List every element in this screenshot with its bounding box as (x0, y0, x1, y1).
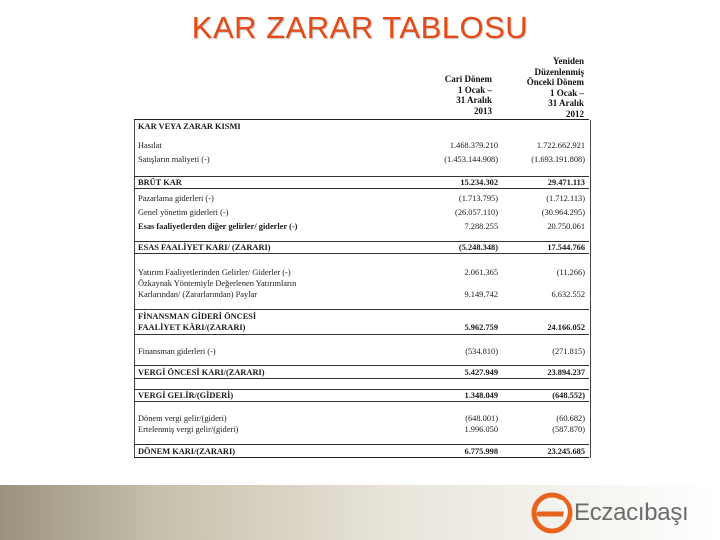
row-label: Satışların maliyeti (-) (138, 155, 210, 164)
column-header-previous-period (510, 56, 584, 119)
header-line: 2012 (566, 108, 584, 119)
header-line: 31 Aralık (548, 98, 584, 108)
table-rule (134, 444, 589, 445)
header-line: Cari Dönem (444, 74, 492, 84)
table-row (138, 278, 586, 289)
row-label: FAALİYET KÂRI/(ZARARI) (138, 323, 246, 332)
row-label: Hasılat (138, 141, 162, 150)
current-value: 1.348.049 (464, 391, 498, 400)
row-label: Yatırım Faaliyetlerinden Gelirler/ Giderler (-) (138, 268, 291, 277)
current-value: (1.713.795) (458, 194, 498, 203)
table-row (138, 140, 586, 151)
table-row (138, 413, 586, 424)
eczacibasi-e-logo-icon (530, 491, 574, 535)
table-rule (134, 188, 589, 189)
table-rule (134, 309, 589, 310)
previous-value: 17.544.766 (547, 243, 585, 252)
current-value: 1.468.379.210 (449, 141, 498, 150)
table-row (138, 289, 586, 300)
table-rule (134, 457, 589, 458)
table-row (138, 193, 586, 204)
table-rule (134, 378, 589, 379)
brand-logo-text: Eczacıbaşı (574, 499, 689, 526)
header-line: 1 Ocak – (549, 87, 584, 98)
previous-value: (587.870) (552, 425, 585, 434)
previous-value: (271.815) (552, 347, 585, 356)
previous-value: (30.964.295) (541, 208, 585, 217)
row-label: DÖNEM KARI/(ZARARI) (138, 447, 236, 456)
header-line: Yeniden (552, 56, 584, 66)
previous-value: (648.552) (552, 391, 585, 400)
table-row (138, 154, 586, 165)
previous-value: 20.750.061 (547, 222, 585, 231)
header-line: 1 Ocak – (457, 84, 492, 95)
current-value: 5.962.759 (464, 323, 498, 332)
row-label: ESAS FAALİYET KARI/ (ZARARI) (138, 243, 271, 252)
header-line: 2013 (474, 105, 492, 116)
row-label: VERGİ ÖNCESİ KARI/(ZARARI) (138, 368, 265, 377)
current-value: 7.288.255 (464, 222, 498, 231)
table-rule (134, 401, 589, 402)
row-label: VERGİ GELİR/(GİDERİ) (138, 391, 234, 400)
table-rule (134, 334, 589, 335)
table-row (138, 121, 586, 132)
row-label: Pazarlama giderleri (-) (138, 194, 214, 203)
row-label: Özkaynak Yöntemiyle Değerlenen Yatırımların (138, 279, 297, 288)
current-value: (648.001) (465, 414, 498, 423)
row-label: FİNANSMAN GİDERİ ÖNCESİ (138, 312, 257, 321)
previous-value: (11.266) (556, 268, 585, 277)
header-line: Önceki Dönem (526, 77, 584, 87)
header-line: 31 Aralık (456, 95, 492, 105)
previous-value: 1.722.662.921 (536, 141, 585, 150)
brand-logo (530, 491, 689, 535)
previous-value: 29.471.113 (547, 178, 585, 187)
previous-value: (60.682) (556, 414, 585, 423)
table-row (138, 177, 586, 188)
page-title: KAR ZARAR TABLOSU (191, 10, 529, 45)
current-value: 15.234.302 (460, 178, 498, 187)
table-rule (134, 365, 589, 366)
table-rule (134, 253, 589, 254)
current-value: (534.810) (465, 347, 498, 356)
previous-value: 23.894.237 (547, 368, 585, 377)
table-row (138, 322, 586, 333)
row-label: Finansman giderleri (-) (138, 347, 216, 356)
table-row (138, 242, 586, 253)
current-value: 6.775.998 (464, 447, 498, 456)
row-label: Esas faaliyetlerden diğer gelirler/ giderler (-) (138, 222, 298, 231)
current-value: (26.057.110) (455, 208, 498, 217)
row-label: Karlarından/ (Zararlarından) Paylar (138, 290, 258, 299)
table-rule (134, 119, 589, 120)
row-label: Genel yönetim giderleri (-) (138, 208, 229, 217)
row-label: Dönem vergi gelir/(gideri) (138, 414, 227, 423)
table-row (138, 446, 586, 457)
current-value: (1.453.144.908) (444, 155, 498, 164)
previous-value: (1.693.191.808) (531, 155, 585, 164)
header-line: Düzenlenmiş (534, 66, 584, 77)
row-label: BRÜT KAR (138, 178, 182, 187)
row-label: KAR VEYA ZARAR KISMI (138, 122, 241, 131)
table-row (138, 346, 586, 357)
current-value: 1.996.050 (464, 425, 498, 434)
table-row (138, 390, 586, 401)
row-label: Ertelenmiş vergi gelir/(gideri) (138, 425, 239, 434)
current-value: 2.061.365 (464, 268, 498, 277)
previous-value: 23.245.685 (547, 447, 585, 456)
current-value: 5.427.949 (464, 368, 498, 377)
table-row (138, 207, 586, 218)
current-value: (5.248.348) (458, 243, 498, 252)
table-row (138, 424, 586, 435)
table-row (138, 267, 586, 278)
table-row (138, 221, 586, 232)
previous-value: 24.166.052 (547, 323, 585, 332)
previous-value: (1.712.113) (546, 194, 585, 203)
table-row (138, 367, 586, 378)
current-value: 9.149.742 (464, 290, 498, 299)
table-row (138, 311, 586, 322)
column-header-current-period (420, 74, 492, 116)
previous-value: 6.632.552 (551, 290, 585, 299)
